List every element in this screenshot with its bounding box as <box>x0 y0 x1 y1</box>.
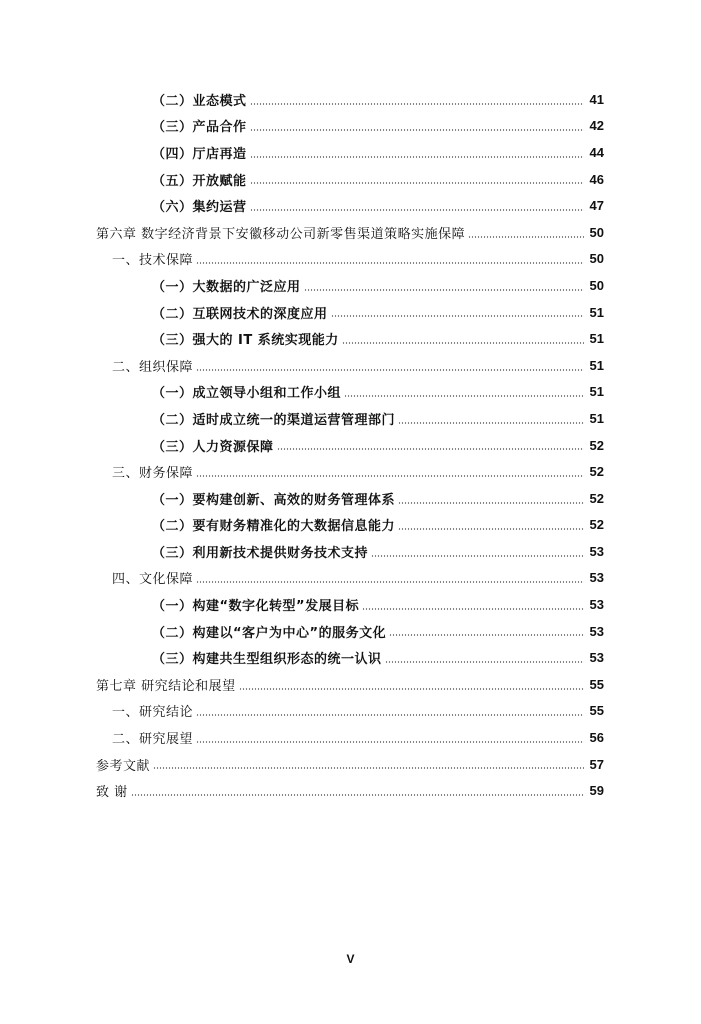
toc-entry-title: 致 谢 <box>96 781 129 800</box>
toc-entry-page-number: 44 <box>589 144 604 160</box>
toc-entry-title: （一）大数据的广泛应用 <box>152 276 302 295</box>
toc-entry-page-number: 57 <box>589 756 604 772</box>
dot-leader <box>239 688 584 690</box>
toc-entry-page-number: 51 <box>589 357 604 373</box>
toc-entry-title: （四）厅店再造 <box>152 143 248 162</box>
toc-entry-page-number: 55 <box>589 676 604 692</box>
toc-entry[interactable] <box>96 86 604 113</box>
toc-entry-page-number: 53 <box>589 597 604 613</box>
toc-entry[interactable] <box>96 485 604 512</box>
toc-entry-title: 第七章 研究结论和展望 <box>96 675 237 694</box>
dot-leader <box>196 714 584 716</box>
dot-leader <box>196 475 584 477</box>
toc-entry-page-number: 47 <box>589 198 604 214</box>
dot-leader <box>344 395 584 397</box>
toc-entry[interactable] <box>96 139 604 166</box>
toc-entry[interactable] <box>96 192 604 219</box>
dot-leader <box>398 422 584 424</box>
toc-entry-page-number: 51 <box>589 410 604 426</box>
dot-leader <box>371 555 584 557</box>
toc-entry[interactable] <box>96 618 604 645</box>
toc-entry-title: （三）强大的 IT 系统实现能力 <box>152 329 340 348</box>
dot-leader <box>389 634 584 636</box>
toc-entry-page-number: 59 <box>589 783 604 799</box>
dot-leader <box>250 129 584 131</box>
toc-entry-title: （三）产品合作 <box>152 116 248 135</box>
toc-entry[interactable] <box>96 352 604 379</box>
toc-entry-title: （一）要构建创新、高效的财务管理体系 <box>152 489 396 508</box>
toc-entry-title: （三）构建共生型组织形态的统一认识 <box>152 648 383 667</box>
toc-entry[interactable] <box>96 113 604 140</box>
toc-entry-page-number: 52 <box>589 464 604 480</box>
toc-entry[interactable] <box>96 299 604 326</box>
toc-entry-title: 参考文献 <box>96 755 151 774</box>
toc-entry[interactable] <box>96 751 604 778</box>
toc-entry[interactable] <box>96 644 604 671</box>
toc-entry-title: 四、文化保障 <box>112 568 194 587</box>
dot-leader <box>468 236 584 238</box>
page-number: V <box>346 952 355 966</box>
toc-entry[interactable] <box>96 405 604 432</box>
toc-entry-title: 三、财务保障 <box>112 462 194 481</box>
toc-entry-page-number: 56 <box>589 730 604 746</box>
dot-leader <box>196 369 584 371</box>
toc-entry[interactable] <box>96 325 604 352</box>
toc-entry-title: 二、组织保障 <box>112 356 194 375</box>
toc-entry[interactable] <box>96 272 604 299</box>
dot-leader <box>277 448 584 450</box>
toc-entry-title: （二）互联网技术的深度应用 <box>152 303 329 322</box>
toc-entry-page-number: 52 <box>589 490 604 506</box>
toc-entry-title: 一、研究结论 <box>112 701 194 720</box>
toc-entry-page-number: 41 <box>589 91 604 107</box>
toc-entry-title: 二、研究展望 <box>112 728 194 747</box>
toc-entry-page-number: 50 <box>589 224 604 240</box>
toc-entry[interactable] <box>96 777 604 804</box>
dot-leader <box>398 528 584 530</box>
toc-entry-page-number: 51 <box>589 384 604 400</box>
toc-entry-title: （二）要有财务精准化的大数据信息能力 <box>152 515 396 534</box>
dot-leader <box>250 103 584 105</box>
toc-entry-title: （二）适时成立统一的渠道运营管理部门 <box>152 409 396 428</box>
toc-entry[interactable] <box>96 458 604 485</box>
toc-entry-title: 第六章 数字经济背景下安徽移动公司新零售渠道策略实施保障 <box>96 223 466 242</box>
toc-entry-title: （六）集约运营 <box>152 196 248 215</box>
toc-entry-page-number: 52 <box>589 517 604 533</box>
dot-leader <box>331 315 584 317</box>
toc-entry[interactable] <box>96 512 604 539</box>
toc-entry-title: （一）成立领导小组和工作小组 <box>152 382 342 401</box>
toc-entry-title: （一）构建“数字化转型”发展目标 <box>152 595 360 614</box>
dot-leader <box>385 661 584 663</box>
toc-entry-page-number: 50 <box>589 277 604 293</box>
toc-entry-page-number: 53 <box>589 650 604 666</box>
toc-entry[interactable] <box>96 432 604 459</box>
toc-entry[interactable] <box>96 724 604 751</box>
toc-entry[interactable] <box>96 166 604 193</box>
toc-entry-title: （二）构建以“客户为中心”的服务文化 <box>152 622 387 641</box>
table-of-contents <box>96 86 604 804</box>
toc-entry-page-number: 52 <box>589 437 604 453</box>
toc-entry-title: （三）利用新技术提供财务技术支持 <box>152 542 369 561</box>
toc-entry-page-number: 51 <box>589 331 604 347</box>
toc-entry-page-number: 53 <box>589 570 604 586</box>
toc-entry-page-number: 46 <box>589 171 604 187</box>
dot-leader <box>362 608 584 610</box>
dot-leader <box>250 209 584 211</box>
toc-entry-title: 一、技术保障 <box>112 249 194 268</box>
dot-leader <box>196 741 584 743</box>
toc-entry[interactable] <box>96 219 604 246</box>
toc-entry[interactable] <box>96 698 604 725</box>
toc-entry-page-number: 55 <box>589 703 604 719</box>
toc-entry[interactable] <box>96 538 604 565</box>
dot-leader <box>398 502 584 504</box>
toc-entry[interactable] <box>96 565 604 592</box>
dot-leader <box>304 289 584 291</box>
dot-leader <box>250 156 584 158</box>
toc-entry-page-number: 51 <box>589 304 604 320</box>
toc-entry[interactable] <box>96 379 604 406</box>
toc-entry[interactable] <box>96 591 604 618</box>
dot-leader <box>342 342 584 344</box>
dot-leader <box>196 581 584 583</box>
toc-entry-page-number: 53 <box>589 623 604 639</box>
dot-leader <box>196 262 584 264</box>
toc-entry[interactable] <box>96 671 604 698</box>
toc-entry-page-number: 50 <box>589 251 604 267</box>
toc-entry-page-number: 53 <box>589 543 604 559</box>
dot-leader <box>250 182 584 184</box>
toc-entry-page-number: 42 <box>589 118 604 134</box>
dot-leader <box>153 767 584 769</box>
toc-entry-title: （五）开放赋能 <box>152 170 248 189</box>
toc-entry-title: （二）业态模式 <box>152 90 248 109</box>
toc-entry[interactable] <box>96 246 604 273</box>
toc-entry-title: （三）人力资源保障 <box>152 436 275 455</box>
dot-leader <box>131 794 584 796</box>
